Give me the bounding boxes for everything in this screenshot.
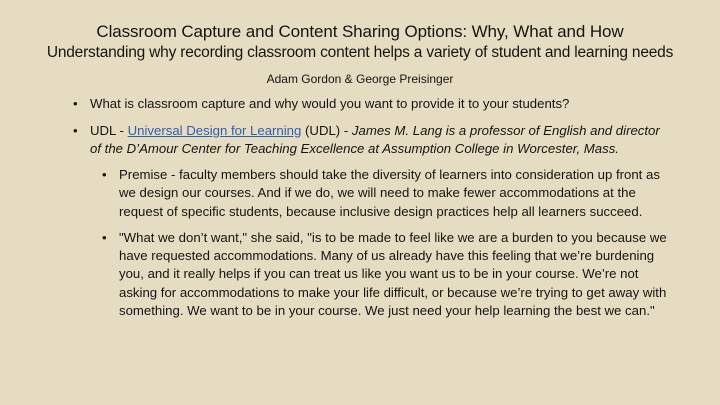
list-item bbox=[102, 166, 672, 221]
bullet-icon: • bbox=[102, 229, 107, 245]
bullet-icon: • bbox=[73, 123, 78, 138]
udl-prefix: UDL - bbox=[90, 123, 128, 138]
list-item bbox=[102, 229, 672, 320]
bullet-icon: • bbox=[73, 96, 78, 111]
lang-description: James M. Lang is a professor of English and director of the D’Amour Center for Teaching Excellence at Assumption College in Worcester, Mass. bbox=[90, 123, 660, 156]
premise-text: Premise - faculty members should take the diversity of learners into consideration up front as we design our courses. And if we do, we will need to make fewer accommodations at the request of specific students, because inclusive design practices help all learners succeed. bbox=[119, 167, 660, 219]
slide-title: Classroom Capture and Content Sharing Options: Why, What and How bbox=[96, 22, 624, 41]
bullet-list bbox=[28, 95, 692, 320]
udl-link[interactable]: Universal Design for Learning bbox=[127, 123, 302, 138]
list-item bbox=[73, 122, 692, 320]
slide-subtitle: Understanding why recording classroom content helps a variety of student and learning needs bbox=[46, 44, 674, 61]
authors: Adam Gordon & George Preisinger bbox=[266, 72, 454, 86]
bullet-icon: • bbox=[102, 167, 107, 182]
bullet-text: What is classroom capture and why would you want to provide it to your students? bbox=[90, 96, 570, 111]
sub-bullet-list bbox=[90, 166, 672, 320]
list-item bbox=[73, 95, 692, 113]
udl-after-link: (UDL) - bbox=[301, 123, 352, 138]
quote-text: "What we don’t want," she said, "is to be made to feel like we are a burden to you because we have requested accommodations. Many of us already have this feeling that we’re burdening you, and it really helps if you can treat us like you want us to be in your course. We’re not asking for accommodations to make your life difficult, or because we’re trying to get away with something. We want to be in your course. We just need your help learning the best we can." bbox=[119, 229, 667, 319]
